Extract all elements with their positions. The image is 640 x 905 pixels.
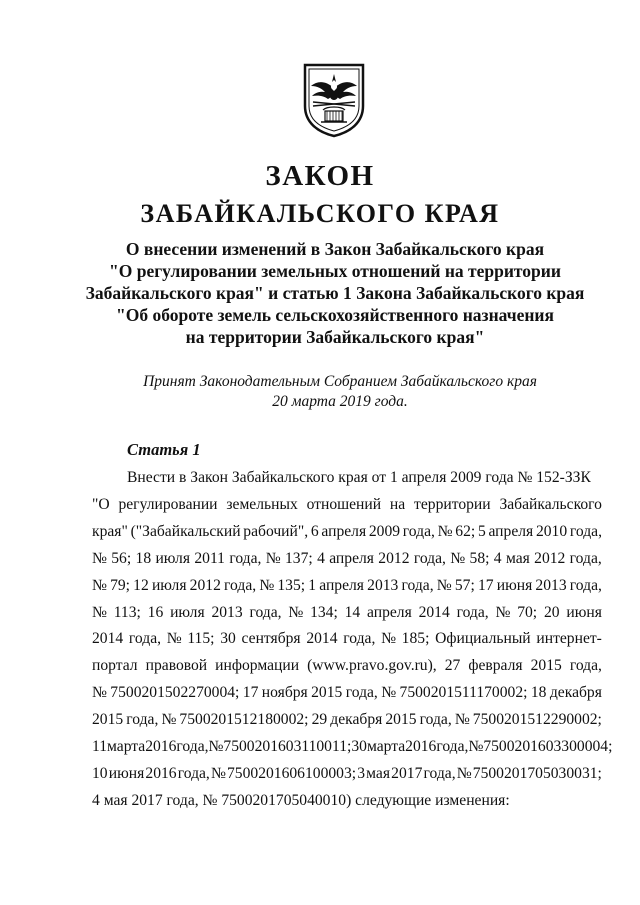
article-word: 137; (285, 549, 313, 567)
article-word: 79; (110, 576, 130, 594)
article-word: года, (343, 630, 376, 648)
article-word: 2015 (92, 711, 124, 729)
article-line (92, 519, 602, 546)
article-word: года, (249, 603, 282, 621)
article-word: 115; (187, 630, 215, 648)
article-word: 62; (455, 522, 476, 540)
article-word: 7500201511170002; (399, 684, 528, 702)
article-word: года, (229, 549, 262, 567)
article-word: 113; (113, 603, 141, 621)
article-word: 2014 (92, 630, 124, 648)
article-line (92, 600, 602, 627)
article-word: № (161, 711, 177, 729)
article-word: Забайкальского (499, 495, 602, 513)
article-word: 1 (308, 576, 317, 594)
article-word: года, (436, 738, 469, 756)
article-word: 58; (469, 549, 490, 567)
article-word: территории (414, 495, 491, 513)
article-word: 2012 (534, 549, 566, 567)
article-word: года, (126, 711, 159, 729)
adoption-body: Принят Законодательным Собранием Забайкальского края (143, 373, 537, 390)
article-word: 5 (477, 522, 486, 540)
article-word: 7500201606100003; (227, 764, 357, 782)
article-word: № (92, 576, 107, 594)
article-word: года, (413, 549, 446, 567)
article-line (92, 707, 602, 734)
article-word: года, (569, 522, 602, 540)
article-body (92, 465, 613, 815)
article-word: июня (496, 576, 533, 594)
article-word: № (92, 603, 107, 621)
article-word: 7500201502270004; (110, 684, 240, 702)
article-word: № (210, 764, 226, 782)
article-word: 4 (317, 549, 325, 567)
article-word: 30 (351, 738, 367, 756)
article-word: 18 (135, 549, 152, 567)
article-word: № (208, 738, 224, 756)
article-line (92, 465, 602, 492)
article-word: 70; (517, 603, 538, 621)
article-word: 2009 (368, 522, 401, 540)
article-word: марта (366, 738, 406, 756)
article-word: года, (224, 576, 257, 594)
article-word: интернет- (536, 630, 602, 648)
article-word: ("Забайкальский (130, 522, 241, 540)
law-region: ЗАБАЙКАЛЬСКОГО КРАЯ (140, 199, 500, 228)
article-word: 30 (220, 630, 236, 648)
article-word: № (437, 522, 453, 540)
article-word: 6 (310, 522, 319, 540)
article-word: 7500201705030031; (472, 764, 602, 782)
article-line (92, 734, 613, 761)
article-word: 2011 (194, 549, 225, 567)
article-word: № (456, 764, 472, 782)
article-word: 2013 (367, 576, 399, 594)
coat-of-arms-emblem (299, 62, 369, 138)
article-word: края" (92, 522, 128, 540)
subtitle-line: Забайкальского края" и статью 1 Закона Забайкальского края (85, 283, 585, 303)
article-word: 16 (147, 603, 164, 621)
law-title: ЗАКОН (265, 160, 375, 192)
article-line (92, 653, 602, 680)
article-word: № (436, 576, 452, 594)
article-word: апреля (321, 522, 367, 540)
article-word: земельных (226, 495, 298, 513)
adoption-date: 20 марта 2019 года. (272, 393, 408, 410)
article-word: № (454, 711, 470, 729)
article-word: апреля (319, 576, 364, 594)
article-word: июля (155, 549, 191, 567)
article-line (92, 761, 602, 788)
subtitle-line: "Об обороте земель сельскохозяйственного назначения (116, 305, 554, 325)
article-word: 2013 (535, 576, 567, 594)
article-line (92, 573, 602, 600)
article-word: 7500201512180002; (179, 711, 309, 729)
article-word: 4 мая 2017 года, № 7500201705040010) следующие изменения: (92, 791, 510, 809)
article-word: сентября (241, 630, 301, 648)
article-word: 14 (344, 603, 361, 621)
article-word: № (265, 549, 281, 567)
article-word: 185; (401, 630, 430, 648)
article-word: мая (366, 764, 391, 782)
article-line (92, 680, 602, 707)
article-word: информации (215, 657, 300, 675)
law-subtitle (40, 238, 630, 348)
article-word: года, (569, 576, 602, 594)
article-word: 2017 (391, 764, 423, 782)
article-word: 10 (92, 764, 108, 782)
article-word: на (389, 495, 406, 513)
article-word: № (381, 630, 396, 648)
article-word: ноября (261, 684, 308, 702)
article-word: 135; (277, 576, 306, 594)
article-heading: Статья 1 (127, 440, 201, 459)
article-word: 2015 (385, 711, 417, 729)
article-word: Внести в Закон Забайкальского края от 1 апреля 2009 года № 152-ЗЗК (127, 469, 591, 486)
article-word: 2016 (405, 738, 437, 756)
article-word: июля (151, 576, 187, 594)
article-word: 56; (111, 549, 132, 567)
article-word: № (495, 603, 511, 621)
article-line (92, 788, 602, 815)
article-word: № (92, 549, 107, 567)
article-word: года, (345, 684, 378, 702)
article-word: 12 (133, 576, 149, 594)
article-word: года, (456, 603, 489, 621)
subtitle-line: на территории Забайкальского края" (185, 327, 485, 347)
article-line (92, 546, 602, 573)
article-word: июля (170, 603, 205, 621)
article-word: 2015 (311, 684, 343, 702)
article-word: 18 (530, 684, 547, 702)
article-word: № (468, 738, 484, 756)
article-word: года, (402, 522, 435, 540)
article-word: 17 (477, 576, 494, 594)
article-line (92, 626, 602, 653)
article-word: года, (128, 630, 162, 648)
article-word: апреля (367, 603, 412, 621)
article-word: № (381, 684, 397, 702)
article-word: 57; (454, 576, 475, 594)
article-word: портал (92, 657, 138, 675)
article-word: года, (419, 711, 452, 729)
article-word: 11 (92, 738, 108, 756)
article-word: года, (569, 657, 602, 675)
article-word: 2014 (418, 603, 450, 621)
article-word: 2015 (530, 657, 562, 675)
article-word: регулировании (118, 495, 218, 513)
subtitle-line: О внесении изменений в Закон Забайкальского края (125, 239, 545, 259)
article-word: июня (108, 764, 145, 782)
article-word: 2012 (378, 549, 410, 567)
article-word: № (166, 630, 182, 648)
article-word: декабря (330, 711, 383, 729)
article-word: 2010 (535, 522, 568, 540)
article-word: № (259, 576, 275, 594)
article-word: года, (176, 738, 209, 756)
article-word: года, (423, 764, 456, 782)
article-word: 7500201603110011; (223, 738, 352, 756)
article-word: Официальный (435, 630, 531, 648)
article-word: рабочий", (243, 522, 309, 540)
article-word: № (288, 603, 304, 621)
article-word: июня (566, 603, 602, 621)
article-word: апреля (488, 522, 534, 540)
article-word: 17 (242, 684, 259, 702)
article-word: мая (505, 549, 530, 567)
article-word: № (450, 549, 466, 567)
article-word: 7500201603300004; (483, 738, 613, 756)
article-word: 2013 (211, 603, 243, 621)
article-word: 27 (444, 657, 461, 675)
article-word: 134; (310, 603, 338, 621)
article-word: года, (569, 549, 602, 567)
article-word: марта (107, 738, 146, 756)
article-word: года, (401, 576, 434, 594)
article-word: года, (177, 764, 210, 782)
article-word: 2012 (189, 576, 221, 594)
article-word: 2016 (145, 764, 177, 782)
article-word: № (92, 684, 107, 702)
article-word: декабря (549, 684, 602, 702)
article-word: февраля (468, 657, 523, 675)
adoption-note (60, 372, 620, 412)
article-word: 3 (357, 764, 366, 782)
article-line (92, 492, 602, 519)
article-word: 2016 (145, 738, 177, 756)
article-word: 4 (493, 549, 502, 567)
article-word: отношений (306, 495, 382, 513)
article-word: 29 (311, 711, 328, 729)
article-word: (www.pravo.gov.ru), (307, 657, 437, 675)
article-word: 2014 (306, 630, 338, 648)
article-word: правовой (145, 657, 208, 675)
article-word: 7500201512290002; (472, 711, 602, 729)
subtitle-line: "О регулировании земельных отношений на территории (109, 261, 561, 281)
article-word: апреля (329, 549, 374, 567)
article-word: 20 (543, 603, 560, 621)
article-word: "О (92, 495, 110, 513)
